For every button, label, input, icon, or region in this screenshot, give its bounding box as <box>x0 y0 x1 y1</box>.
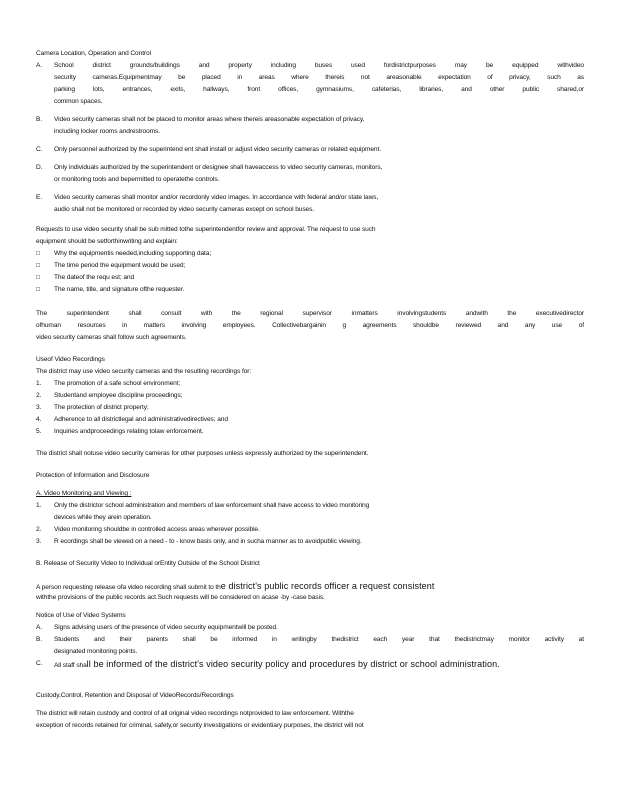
item-text: Inquiries andproceedings relating tolaw enforcement. <box>54 428 204 435</box>
item-text: designated monitoring points. <box>54 648 138 655</box>
item-label: 1. <box>36 380 42 387</box>
item-label: 5. <box>36 428 42 435</box>
item-text: School district grounds/buildings and property including buses used fordistrictpurposes may be equipped withvideo <box>54 62 584 69</box>
item-text: devices while they arein operation. <box>54 514 152 521</box>
notice-section <box>36 610 584 670</box>
item-text-part: All staff sha <box>54 662 87 669</box>
subsection-a-heading: A. Video Monitoring and Viewing : <box>36 490 132 497</box>
notice-item <box>36 658 584 670</box>
request-bullet <box>36 248 584 260</box>
camera-section <box>36 48 584 216</box>
protection-section <box>36 470 584 604</box>
item-text: Adherence to all districtlegal and administrativedirectives; and <box>54 416 228 423</box>
item-text: audio shall not be monitored or recorded by video security cameras except on school buses. <box>54 206 315 213</box>
item-text: including locker rooms andrestrooms. <box>54 128 160 135</box>
item-label: 3. <box>36 538 42 545</box>
item-text: Studentand employee discipline proceedings; <box>54 392 183 399</box>
item-text: security cameras.Equipmentmay be placed in areas where thereis not areasonable expectation of privacy, such as <box>54 74 584 81</box>
protection-item <box>36 524 584 536</box>
item-text <box>54 658 584 670</box>
item-text: Signs advising users of the presence of video security equipmentwill be posted. <box>54 624 278 631</box>
subsection-b-heading: B. Release of Security Video to Individual orEntity Outside of the School District <box>36 560 260 567</box>
camera-item-e <box>36 192 584 216</box>
item-label: E. <box>36 194 43 201</box>
bullet-text: The dateof the requ est; and <box>54 274 135 281</box>
protection-item <box>36 500 584 524</box>
requests-section <box>36 224 584 296</box>
use-heading: Useof Video Recordings <box>36 356 105 363</box>
item-label: B. <box>36 116 43 123</box>
item-text: The promotion of a safe school environment; <box>54 380 181 387</box>
item-text: Video monitoring shouldbe in controlled access areas wherever possible. <box>54 526 260 533</box>
request-bullet <box>36 272 584 284</box>
item-text-part: ll be informed of the district's video security policy and procedures by district or school administration. <box>86 659 500 669</box>
use-list-item <box>36 378 584 390</box>
item-text: Only personnel authorized by the superintend ent shall install or adjust video security cameras or related equipment. <box>54 146 381 153</box>
checkbox-glyph: □ <box>36 250 40 257</box>
item-label: C. <box>36 660 43 667</box>
release-text-part: A person requesting release ofa video recording shall submit to th <box>36 584 221 591</box>
item-text: Video security cameras shall monitor and/or recordonly video images. In accordance with federal and/or state laws, <box>54 194 379 201</box>
bullet-text: The name, title, and signature ofthe requester. <box>54 286 185 293</box>
item-text: or monitoring tools and bepermitted to operatethe controls. <box>54 176 220 183</box>
item-label: D. <box>36 164 43 171</box>
camera-item-a <box>36 60 584 108</box>
item-text: parking lots, entrances, exits, hallways, front offices, gymnasiums, cafeterias, libraries, and other public shared,or <box>54 86 584 93</box>
use-list-item <box>36 402 584 414</box>
item-text: The protection of district property; <box>54 404 149 411</box>
protection-item <box>36 536 584 548</box>
item-label: C. <box>36 146 43 153</box>
release-text: withthe provisions of the public records act.Such requests will be considered on acase -by -case basis. <box>36 594 325 601</box>
use-list-item <box>36 390 584 402</box>
requests-text: Requests to use video security shall be sub mitted tothe superintendentfor review and approval. The request to use such <box>36 226 376 233</box>
item-text: Only the districtor school administration and members of law enforcement shall have access to video monitoring <box>54 502 370 509</box>
release-text-part: e district's public records officer a request consistent <box>220 581 435 591</box>
camera-item-d <box>36 162 584 186</box>
item-text: common spaces. <box>54 98 103 105</box>
item-text: Video security cameras shall not be placed to monitor areas where thereis areasonable expectation of privacy, <box>54 116 365 123</box>
custody-heading: Custody,Control, Retention and Disposal of VideoRecords/Recordings <box>36 692 234 699</box>
use-lead: The district may use video security cameras and the resulting recordings for: <box>36 368 252 375</box>
camera-item-b <box>36 114 584 138</box>
item-label: 4. <box>36 416 42 423</box>
item-text: R ecordings shall be viewed on a need - to - know basis only, and in sucha manner as to avoidpublic viewing. <box>54 538 362 545</box>
consult-text: ofhuman resources in matters involving employees. Collectivebargainin g agreements shouldbe reviewed and any use of <box>36 322 584 329</box>
item-label: A. <box>36 62 43 69</box>
checkbox-glyph: □ <box>36 262 40 269</box>
custody-text: The district will retain custody and control of all original video recordings notprovided to law enforcement. Withthe <box>36 710 354 717</box>
bullet-text: Why the equipmentis needed,including supporting data; <box>54 250 212 257</box>
request-bullet <box>36 284 584 296</box>
item-text: Students and their parents shall be informed in writingby thedistrict each year that thedistrictmay monitor activity at <box>54 636 584 643</box>
use-list-item <box>36 426 584 438</box>
camera-heading: Camera Location, Operation and Control <box>36 50 151 57</box>
item-label: 1. <box>36 502 42 509</box>
custody-section <box>36 690 584 732</box>
item-label: 3. <box>36 404 42 411</box>
requests-text: equipment should be setforthinwriting and explain: <box>36 238 178 245</box>
notice-heading: Notice of Use of Video Systems <box>36 612 126 619</box>
use-closing: The district shall notuse video security cameras for other purposes unless expressly authorized by the superintendent. <box>36 450 369 457</box>
item-label: 2. <box>36 392 42 399</box>
item-text: Only individuals authorized by the superintendent or designee shall haveaccess to video security cameras, monitors, <box>54 164 383 171</box>
item-label: B. <box>36 636 43 643</box>
consult-paragraph <box>36 308 584 344</box>
camera-item-c <box>36 144 584 156</box>
use-list-item <box>36 414 584 426</box>
request-bullet <box>36 260 584 272</box>
notice-item <box>36 622 584 634</box>
item-label: A. <box>36 624 43 631</box>
use-of-video-section <box>36 354 584 460</box>
consult-text: The superintendent shall consult with the regional supervisor inmatters involvingstudents andwith the executivedirector <box>36 310 584 317</box>
notice-item <box>36 634 584 658</box>
custody-text: exception of records retained for criminal, safety,or security investigations or evidentiary purposes, the district will not <box>36 722 364 729</box>
protection-heading: Protection of Information and Disclosure <box>36 472 150 479</box>
bullet-text: The time period the equipment would be used; <box>54 262 186 269</box>
checkbox-glyph: □ <box>36 274 40 281</box>
release-text <box>36 580 584 592</box>
item-label: 2. <box>36 526 42 533</box>
consult-text: video security cameras shall follow such agreements. <box>36 334 187 341</box>
checkbox-glyph: □ <box>36 286 40 293</box>
